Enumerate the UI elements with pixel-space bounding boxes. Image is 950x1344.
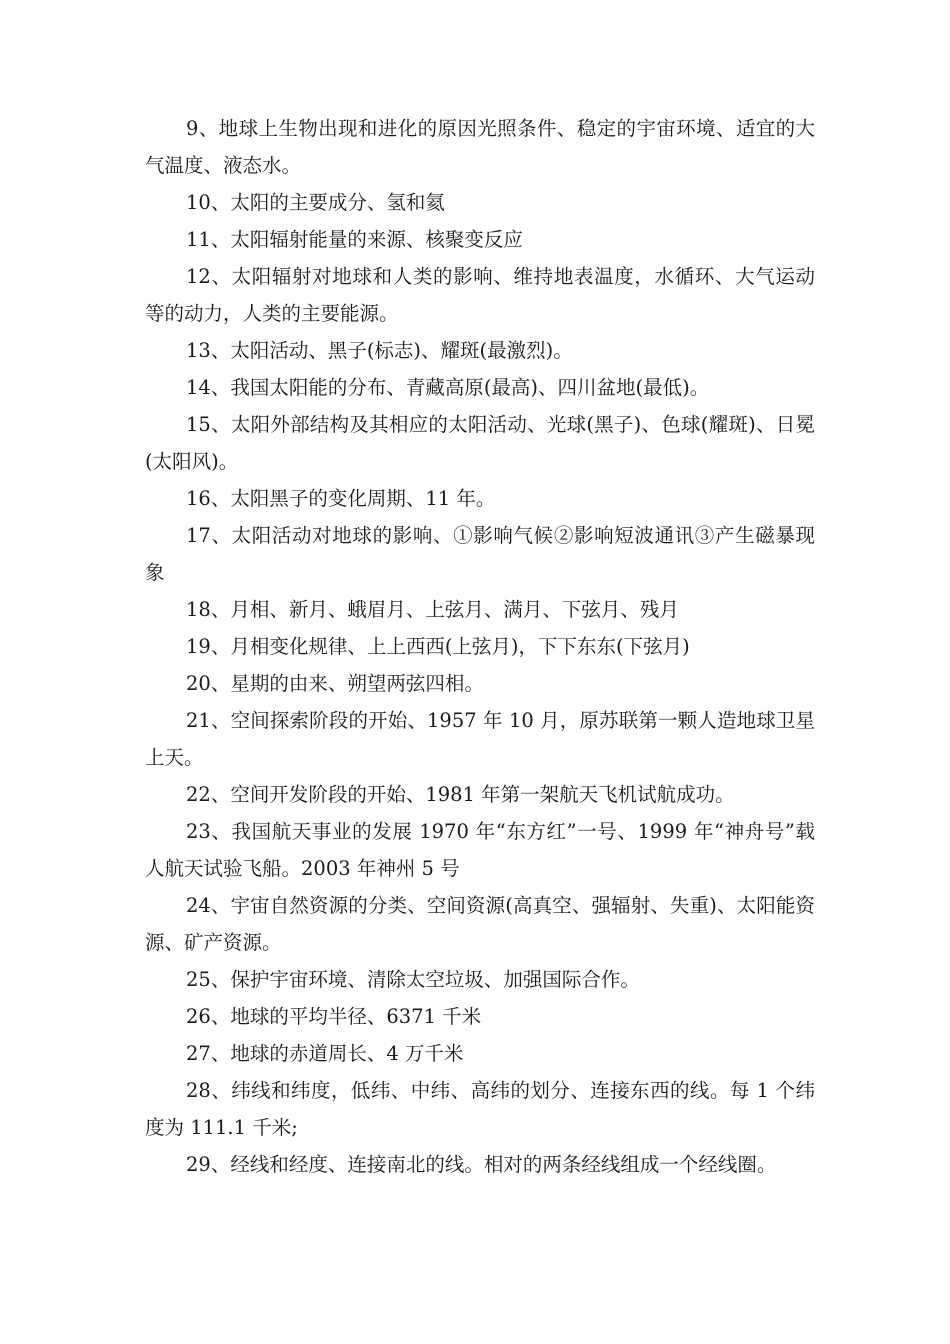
item-16: 16、太阳黑子的变化周期、11 年。 (186, 487, 496, 510)
item-18: 18、月相、新月、蛾眉月、上弦月、满月、下弦月、残月 (186, 598, 679, 621)
item-24: 24、宇宙自然资源的分类、空间资源(高真空、强辐射、失重)、太阳能资源、矿产资源。 (145, 894, 815, 954)
item-23: 23、我国航天事业的发展 1970 年“东方红”一号、1999 年“神舟号”载人航天试验飞船。2003 年神州 5 号 (145, 820, 815, 880)
item-21: 21、空间探索阶段的开始、1957 年 10 月，原苏联第一颗人造地球卫星上天。 (145, 709, 815, 769)
item-27: 27、地球的赤道周长、4 万千米 (186, 1042, 464, 1065)
item-17: 17、太阳活动对地球的影响、①影响气候②影响短波通讯③产生磁暴现象 (145, 524, 815, 584)
document-body (145, 110, 815, 1183)
item-14: 14、我国太阳能的分布、青藏高原(最高)、四川盆地(最低)。 (186, 376, 710, 399)
item-9: 9、地球上生物出现和进化的原因光照条件、稳定的宇宙环境、适宜的大气温度、液态水。 (145, 117, 815, 177)
item-10: 10、太阳的主要成分、氢和氦 (186, 191, 445, 214)
item-13: 13、太阳活动、黑子(标志)、耀斑(最激烈)。 (186, 339, 573, 362)
item-11: 11、太阳辐射能量的来源、核聚变反应 (186, 228, 523, 251)
item-19: 19、月相变化规律、上上西西(上弦月)，下下东东(下弦月) (186, 635, 690, 658)
item-22: 22、空间开发阶段的开始、1981 年第一架航天飞机试航成功。 (186, 783, 735, 806)
item-26: 26、地球的平均半径、6371 千米 (186, 1005, 482, 1028)
item-20: 20、星期的由来、朔望两弦四相。 (186, 672, 484, 695)
item-15: 15、太阳外部结构及其相应的太阳活动、光球(黑子)、色球(耀斑)、日冕(太阳风)。 (145, 413, 815, 473)
item-28: 28、纬线和纬度，低纬、中纬、高纬的划分、连接东西的线。每 1 个纬度为 111.1 千米; (145, 1079, 815, 1139)
item-25: 25、保护宇宙环境、清除太空垃圾、加强国际合作。 (186, 968, 640, 991)
item-12: 12、太阳辐射对地球和人类的影响、维持地表温度，水循环、大气运动等的动力，人类的主要能源。 (145, 265, 815, 325)
item-29: 29、经线和经度、连接南北的线。相对的两条经线组成一个经线圈。 (186, 1153, 777, 1176)
